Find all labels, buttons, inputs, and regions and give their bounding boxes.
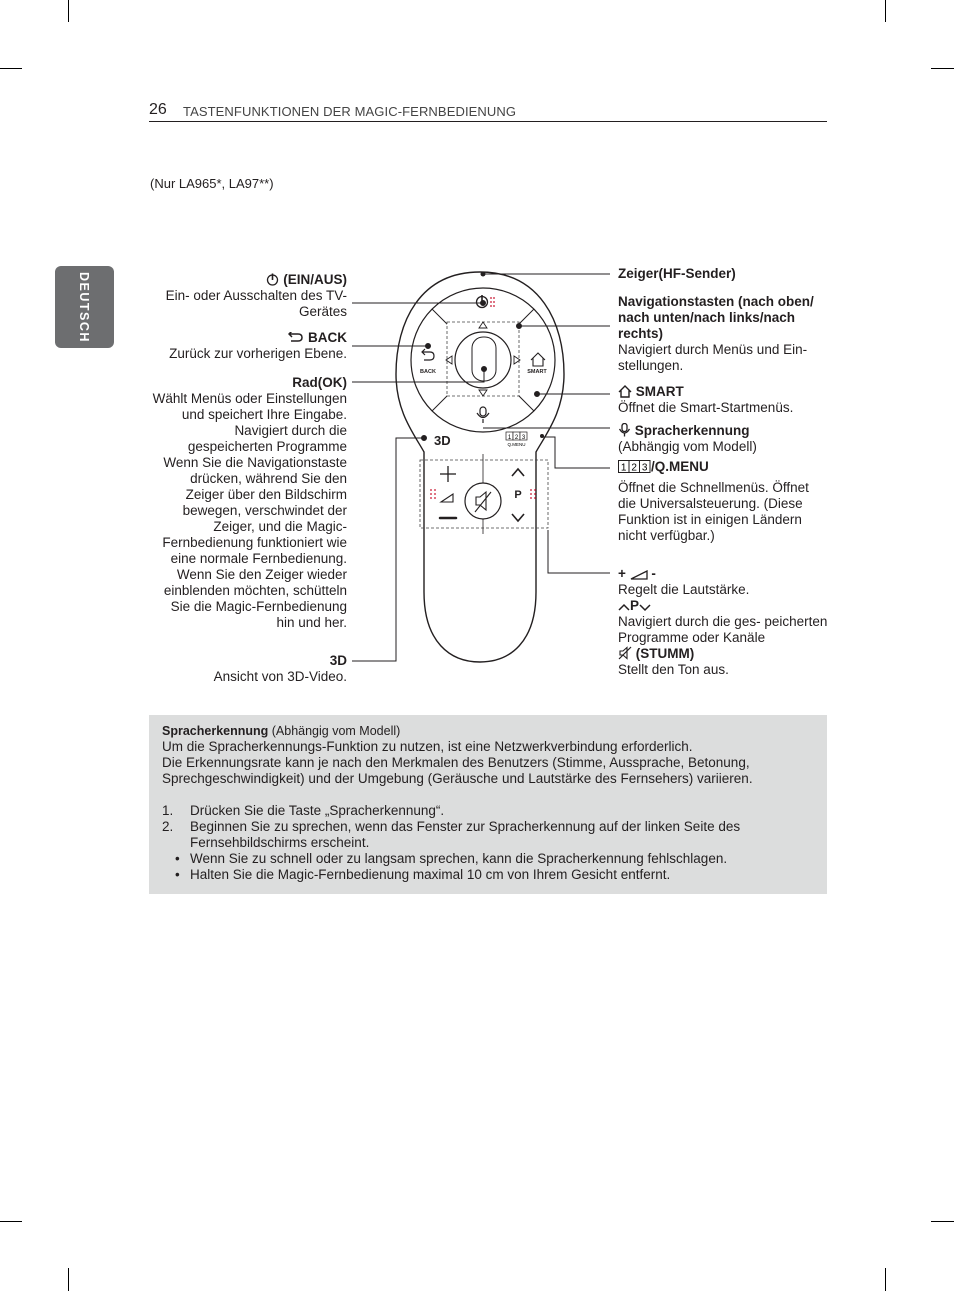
smart-callout bbox=[618, 384, 828, 416]
smart-key-label: SMART bbox=[527, 369, 547, 375]
three-d-key-label: 3D bbox=[434, 433, 451, 448]
back-callout bbox=[150, 330, 347, 362]
wheel bbox=[472, 337, 496, 381]
svg-text:2: 2 bbox=[631, 462, 637, 473]
svg-text:Q.MENU: Q.MENU bbox=[507, 442, 526, 447]
voice-recognition-note bbox=[149, 715, 827, 894]
mute-title: (STUMM) bbox=[635, 646, 695, 661]
volume-callout bbox=[618, 566, 828, 678]
wheel-desc: Wählt Menüs oder Einstellungen und speichert Ihre Eingabe. Navigiert durch die gespeicherten Programme Wenn Sie die Navigationstaste drücken, während Sie den Zeiger über den Bildschirm bewegen, verschwindet der Zeiger, und die Magic-Fernbedienung funktioniert wie eine normale Fernbedienung. Wenn Sie den Zeiger wieder einblenden möchten, schütteln Sie die Magic-Fernbedienung hin und her. bbox=[152, 391, 347, 630]
three-d-title: 3D bbox=[329, 653, 347, 668]
svg-text:1: 1 bbox=[507, 435, 512, 441]
wheel-title: Rad(OK) bbox=[292, 375, 347, 390]
page-title: TASTENFUNKTIONEN DER MAGIC-FERNBEDIENUNG bbox=[183, 104, 517, 119]
volume-minus: - bbox=[651, 566, 656, 581]
info-step: 2. Beginnen Sie zu sprechen, wenn das Fenster zur Spracherkennung auf der linken Seite des Fernsehbildschirms erscheint. bbox=[162, 819, 741, 850]
volume-plus: + bbox=[618, 566, 626, 581]
qmenu-123-icon bbox=[618, 460, 651, 473]
program-desc: Navigiert durch die ges- peicherten Programme oder Kanäle bbox=[618, 614, 828, 645]
header-rule bbox=[149, 121, 827, 122]
three-d-dot bbox=[422, 436, 426, 440]
svg-text:2: 2 bbox=[514, 435, 519, 441]
three-d-callout bbox=[150, 653, 347, 685]
qmenu-desc: Öffnet die Schnellmenüs. Öffnet die Universalsteuerung. (Diese Funktion ist in einigen Ländern nicht verfügbar.) bbox=[618, 480, 809, 543]
volume-icon bbox=[630, 570, 648, 580]
mute-button bbox=[465, 483, 501, 519]
info-title-rest: (Abhängig vom Modell) bbox=[268, 724, 401, 738]
crop-mark bbox=[931, 68, 954, 69]
page-number: 26 bbox=[149, 101, 167, 118]
crop-mark bbox=[885, 0, 886, 22]
model-note: (Nur LA965*, LA97**) bbox=[150, 176, 274, 191]
qmenu-key bbox=[506, 432, 527, 447]
three-d-desc: Ansicht von 3D-Video. bbox=[213, 669, 347, 684]
info-bullet: • Halten Sie die Magic-Fernbedienung maximal 10 cm von Ihrem Gesicht entfernt. bbox=[175, 867, 671, 882]
crop-mark bbox=[885, 1268, 886, 1291]
crop-mark bbox=[0, 68, 22, 69]
language-tab-label: DEUTSCH bbox=[77, 272, 91, 343]
pointer-dot bbox=[481, 272, 486, 277]
back-key-label: BACK bbox=[420, 369, 436, 375]
info-para-1: Um die Spracherkennungs-Funktion zu nutzen, ist eine Netzwerkverbindung erforderlich. bbox=[162, 739, 693, 754]
power-title: (EIN/AUS) bbox=[283, 272, 347, 287]
volume-desc: Regelt die Lautstärke. bbox=[618, 582, 750, 597]
crop-mark bbox=[931, 1221, 954, 1222]
voice-callout bbox=[618, 423, 828, 455]
program-title: P bbox=[630, 598, 640, 613]
back-icon bbox=[288, 332, 304, 344]
power-callout bbox=[150, 272, 347, 320]
crop-mark bbox=[68, 0, 69, 22]
smart-home-icon bbox=[618, 385, 632, 398]
navigation-desc: Navigiert durch Menüs und Ein- stellungen. bbox=[618, 342, 808, 373]
mute-icon bbox=[618, 646, 632, 660]
language-tab bbox=[55, 266, 114, 348]
chevron-down-icon bbox=[639, 603, 651, 612]
smart-desc: Öffnet die Smart-Startmenüs. bbox=[618, 400, 794, 415]
crop-mark bbox=[68, 1268, 69, 1291]
info-title-bold: Spracherkennung bbox=[162, 724, 269, 738]
svg-text:1: 1 bbox=[620, 462, 627, 473]
info-bullet: • Wenn Sie zu schnell oder zu langsam sprechen, kann die Spracherkennung fehlschlagen. bbox=[175, 851, 728, 866]
back-desc: Zurück zur vorherigen Ebene. bbox=[169, 346, 347, 361]
qmenu-callout bbox=[618, 459, 823, 544]
power-icon bbox=[266, 273, 279, 286]
navigation-callout bbox=[618, 294, 828, 374]
smart-title: SMART bbox=[635, 384, 684, 399]
crop-mark bbox=[0, 1221, 22, 1222]
wheel-callout bbox=[150, 375, 347, 631]
navigation-title: Navigationstasten (nach oben/ nach unten/nach links/nach rechts) bbox=[618, 294, 814, 341]
qmenu-dot bbox=[540, 434, 544, 438]
back-title: BACK bbox=[308, 330, 347, 345]
voice-title: Spracherkennung bbox=[634, 423, 750, 438]
program-key-label: P bbox=[514, 489, 522, 501]
mute-desc: Stellt den Ton aus. bbox=[618, 662, 729, 677]
voice-desc: (Abhängig vom Modell) bbox=[618, 439, 757, 454]
pointer-title: Zeiger(HF-Sender) bbox=[618, 266, 736, 281]
qmenu-title: /Q.MENU bbox=[651, 459, 709, 474]
svg-text:3: 3 bbox=[521, 435, 526, 441]
info-step: 1. Drücken Sie die Taste „Spracherkennung“. bbox=[162, 803, 445, 818]
svg-text:3: 3 bbox=[641, 462, 648, 473]
microphone-icon bbox=[618, 423, 631, 437]
pointer-callout bbox=[618, 266, 828, 282]
chevron-up-icon bbox=[618, 603, 630, 612]
info-para-2: Die Erkennungsrate kann je nach den Merkmalen des Benutzers (Stimme, Aussprache, Betonung, Sprechgeschwindigkeit) und der Umgebung (Geräusche und Lautstärke des Fernsehers) variieren. bbox=[162, 755, 753, 786]
remote-illustration bbox=[380, 262, 580, 672]
power-desc: Ein- oder Ausschalten des TV-Gerätes bbox=[165, 288, 347, 319]
